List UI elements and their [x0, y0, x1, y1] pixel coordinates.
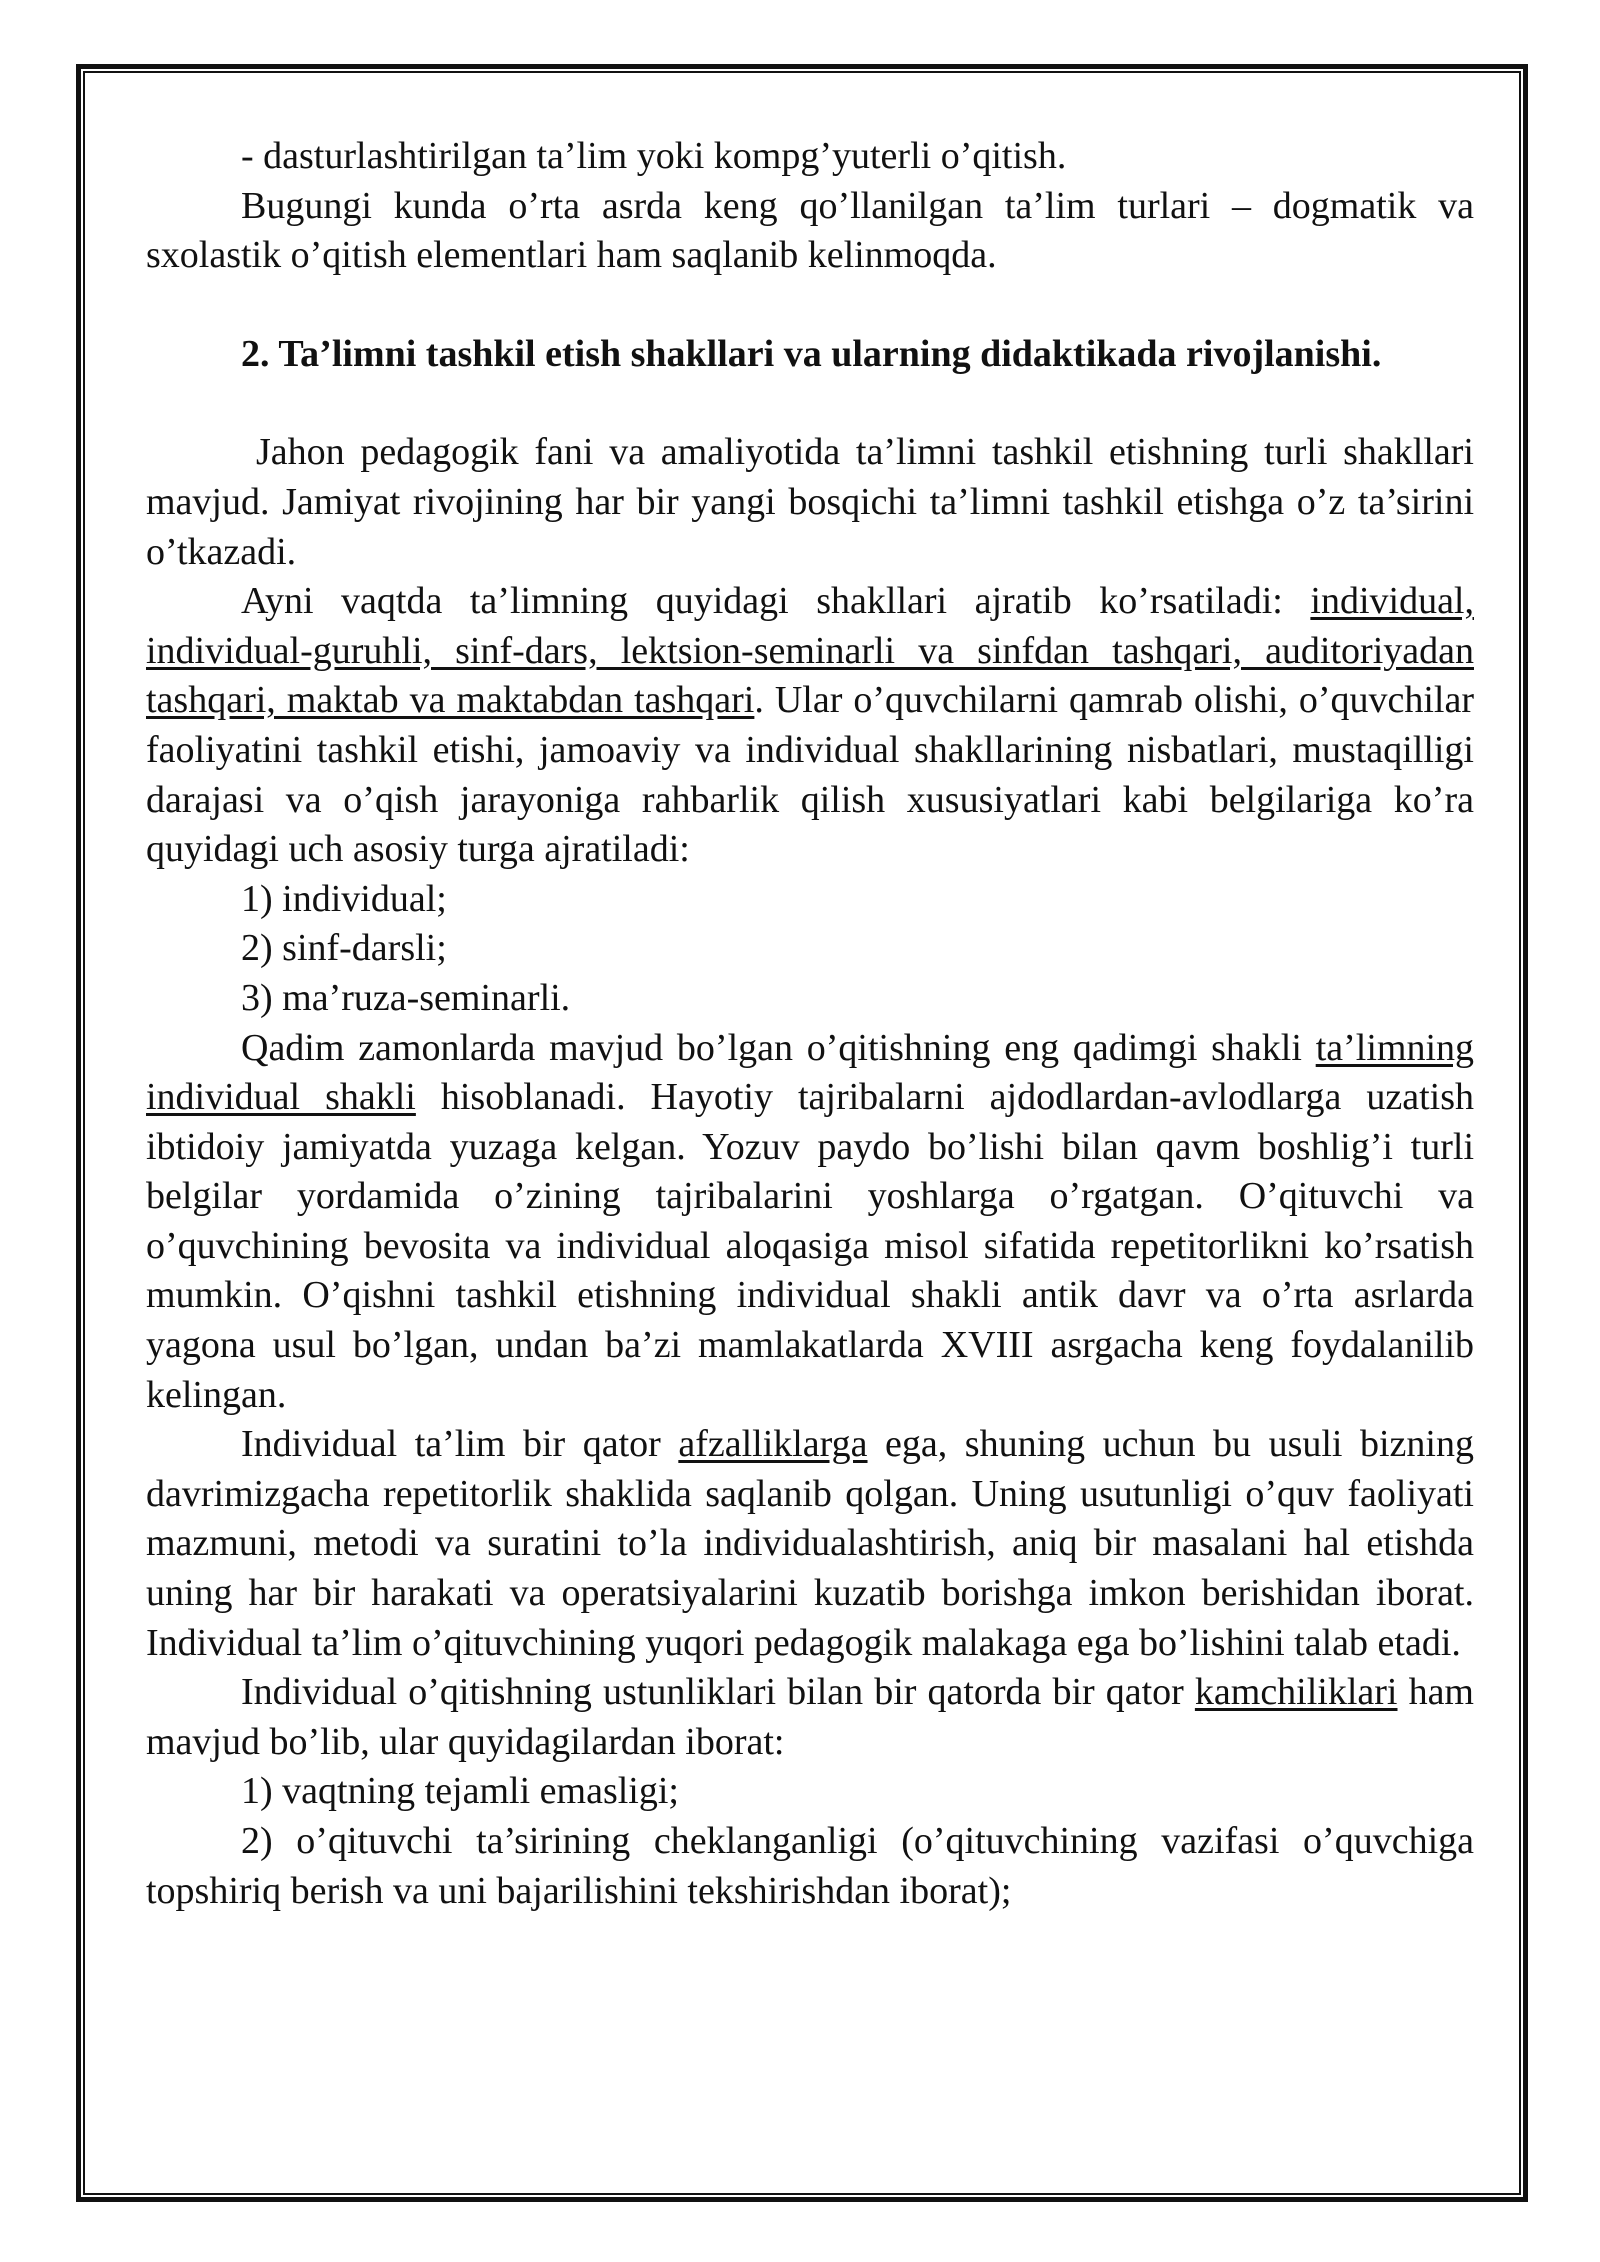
drawback-item-2: 2) o’qituvchi ta’sirining cheklanganligi (o’qituvchining vazifasi o’quvchiga topshiriq berish va uni bajarilishini tekshirishdan iborat); [146, 1820, 1474, 1912]
drawbacks-text-end: ham mavjud bo’lib, ular quyidagilardan iborat: [146, 1671, 1474, 1763]
advantages-text-start: Individual ta’lim bir qator [241, 1423, 679, 1466]
drawbacks-text-start: Individual o’qitishning ustunliklari bilan bir qatorda bir qator [241, 1671, 1195, 1714]
section-heading: 2. Ta’limni tashkil etish shakllari va ularning didaktikada rivojlanishi. [241, 332, 1382, 375]
ancient-text-end: hisoblanadi. Hayotiy tajribalarni ajdodlardan-avlodlarga uzatish ibtidoiy jamiyatda yuzaga kelgan. Yozuv paydo bo’lishi bilan qavm boshlig’i turli belgilar yordamida o’zining tajribalarini yoshlarga o’rgatgan. O’qituvchi va o’quvchining bevosita va individual aloqasiga misol sifatida repetitorlikni ko’rsatish mumkin. O’qishni tashkil etishning individual shakli antik davr va o’rta asrlarda yagona usul bo’lgan, undan ba’zi mamlakatlarda XVIII asrgacha keng foydalanilib kelingan. [146, 1076, 1475, 1416]
intro-list-item: - dasturlashtirilgan ta’lim yoki kompg’yuterli o’qitish. [241, 135, 1067, 177]
paragraph-dogmatic: Bugungi kunda o’rta asrda keng qo’llanilgan ta’lim turlari – dogmatik va sxolastik o’qitish elementlari ham saqlanib kelinmoqda. [146, 184, 1474, 277]
forms-text-end: . Ular o’quvchilarni qamrab olishi, o’quvchilar faoliyatini tashkil etishi, jamoaviy va individual shakllarining nisbatlari, mustaqilligi darajasi va o’qish jarayoniga rahbarlik qilish xususiyatlari kabi belgilariga ko’ra quyidagi uch asosiy turga ajratiladi: [146, 679, 1474, 871]
paragraph-world-pedagogy: Jahon pedagogik fani va amaliyotida ta’limni tashkil etishning turli shakllari mavjud. Jamiyat rivojining har bir yangi bosqichi ta’limni tashkil etishga o’z ta’sirini o’tkazadi. [146, 431, 1474, 573]
paragraph-advantages [146, 1420, 1474, 1668]
paragraph-drawbacks [146, 1668, 1474, 1767]
type-item-2: 2) sinf-darsli; [241, 927, 447, 970]
drawback-item-1: 1) vaqtning tejamli emasligi; [241, 1770, 679, 1813]
advantages-text-end: ega, shuning uchun bu usuli bizning davrimizgacha repetitorlik shaklida saqlanib qolgan. Uning usutunligi o’quv faoliyati mazmuni, metodi va suratini to’la individualashtirish, aniq bir masalani hal etishda uning har bir harakati va operatsiyalarini kuzatib borishga imkon berishidan iborat. Individual ta’lim o’qituvchining yuqori pedagogik malakaga ega bo’lishini talab etadi. [146, 1423, 1474, 1664]
type-item-1: 1) individual; [241, 877, 447, 920]
advantages-underlined-term: afzalliklarga [678, 1423, 868, 1466]
type-item-3: 3) ma’ruza-seminarli. [241, 976, 571, 1019]
ancient-text-start: Qadim zamonlarda mavjud bo’lgan o’qitishning eng qadimgi shakli [241, 1026, 1316, 1069]
forms-text-start: Ayni vaqtda ta’limning quyidagi shakllari ajratib ko’rsatiladi: [241, 580, 1311, 623]
paragraph-forms [146, 577, 1474, 875]
document-body [146, 132, 1474, 1916]
paragraph-ancient-form [146, 1024, 1474, 1421]
forms-underlined-list: individual, individual-guruhli, sinf-dars, lektsion-seminarli va sinfdan tashqari, auditoriyadan tashqari, maktab va maktabdan tashqari [146, 580, 1474, 722]
ancient-underlined-term: ta’limning individual shakli [146, 1026, 1474, 1119]
drawbacks-underlined-term: kamchiliklari [1194, 1671, 1398, 1714]
